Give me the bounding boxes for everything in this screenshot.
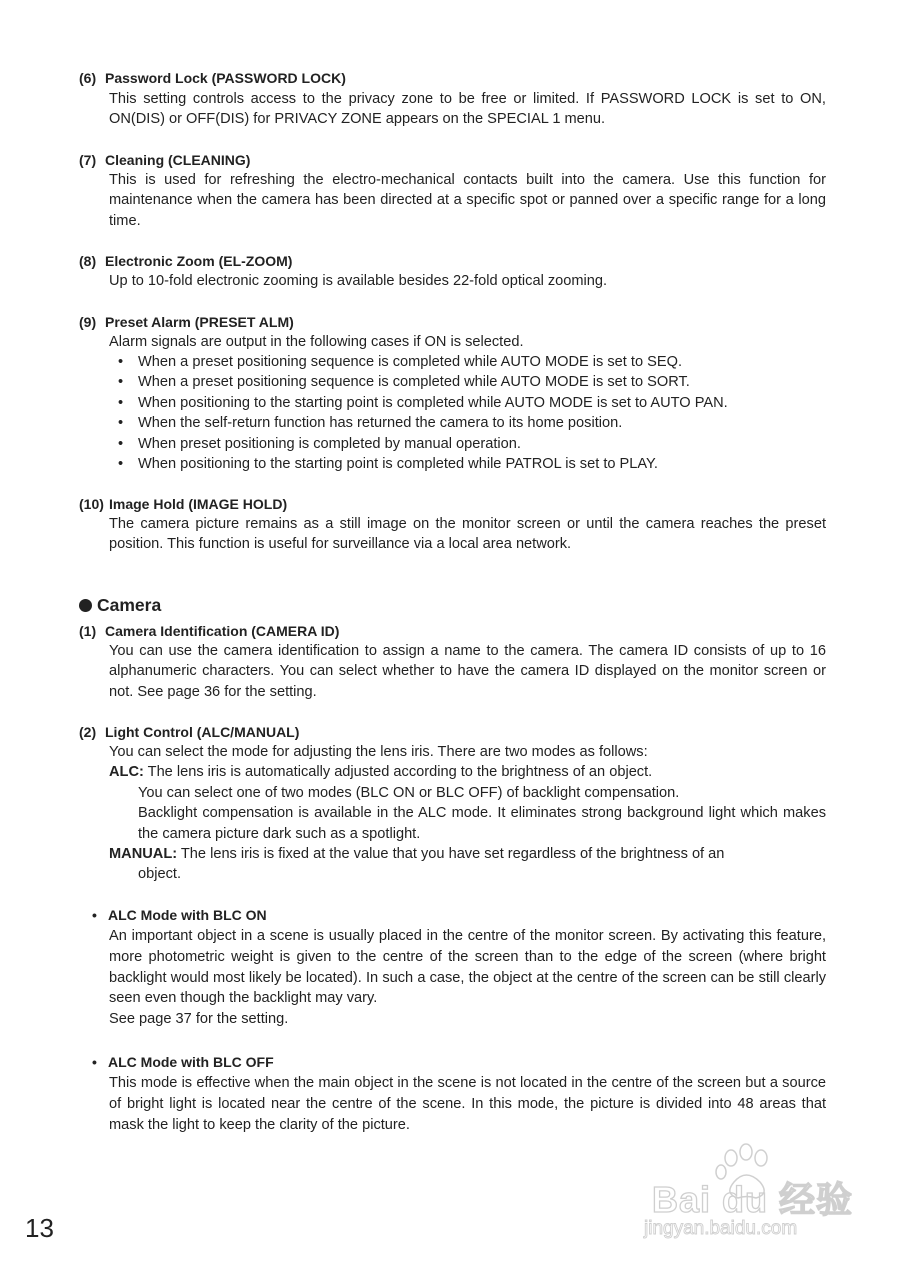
item-heading-camera-id [79, 621, 339, 641]
item-title: Electronic Zoom (EL-ZOOM) [105, 253, 293, 269]
item-heading-image-hold [79, 494, 287, 514]
item-text: This setting controls access to the privacy zone to be free or limited. If PASSWORD LOCK is set to ON, ON(DIS) or OFF(DIS) for PRIVACY ZONE appears on the SPECIAL 1 menu. [109, 91, 826, 128]
item-title: Preset Alarm (PRESET ALM) [105, 314, 294, 330]
watermark-brand: Bai du 经验 [652, 1179, 854, 1220]
paragraph: See page 37 for the setting. [109, 1011, 289, 1028]
subheading-title: ALC Mode with BLC ON [108, 907, 267, 923]
item-text: You can use the camera identification to assign a name to the camera. The camera ID consists of up to 16 alphanumeric characters. You can select whether to have the camera ID displayed on the monitor screen or not. See page 36 for the setting. [109, 643, 826, 700]
bullet-icon: • [92, 907, 97, 923]
list-item: • When a preset positioning sequence is completed while AUTO MODE is set to SORT. [118, 372, 818, 392]
blc-on-text [109, 926, 826, 1030]
item-text: Up to 10-fold electronic zooming is available besides 22-fold optical zooming. [109, 273, 608, 289]
paragraph: An important object in a scene is usually placed in the centre of the monitor screen. By activating this feature, more photometric weight is given to the centre of the screen than to the edge of the screen (where bright backlight would most likely be located). In such a case, the object at the centre of the screen can be still clearly seen even though the backlight may vary. [109, 928, 826, 1007]
item-number: (7) [79, 152, 97, 168]
alc-text: The lens iris is automatically adjusted according to the brightness of an object. [143, 764, 653, 781]
light-control-body [109, 742, 826, 885]
page-number: 13 [25, 1213, 54, 1243]
item-title: Cleaning (CLEANING) [105, 152, 251, 168]
item-title: Camera Identification (CAMERA ID) [105, 623, 340, 639]
subheading-blc-off [92, 1052, 274, 1072]
item-text: Alarm signals are output in the following cases if ON is selected. [109, 334, 524, 350]
manual-text: The lens iris is fixed at the value that you have set regardless of the brightness of an [177, 846, 725, 863]
subheading-title: ALC Mode with BLC OFF [108, 1054, 274, 1070]
item-heading-preset-alarm [79, 312, 294, 332]
item-number: (8) [79, 253, 97, 269]
alc-line-2: You can select one of two modes (BLC ON or BLC OFF) of backlight compensation. [138, 784, 680, 801]
manual-description [109, 844, 826, 864]
manual-label: MANUAL: [109, 846, 178, 863]
bullet-icon: • [92, 1054, 97, 1070]
item-title: Image Hold (IMAGE HOLD) [109, 496, 288, 512]
item-number: (6) [79, 70, 97, 86]
item-text: This is used for refreshing the electro-mechanical contacts built into the camera. Use this function for maintenance when the camera has been directed at a specific spot or panned over a specific range for a long time. [109, 172, 826, 229]
blc-off-text: This mode is effective when the main object in the scene is not located in the centre of the screen but a source of bright light is located near the centre of the scene. In this mode, the picture is divided into 48 areas that mask the light to keep the clarity of the picture. [109, 1075, 826, 1133]
baidu-watermark [636, 1140, 856, 1250]
item-number: (2) [79, 724, 97, 740]
item-title: Password Lock (PASSWORD LOCK) [105, 70, 346, 86]
manual-line-2: object. [138, 866, 181, 883]
item-text: The camera picture remains as a still image on the monitor screen or until the camera reaches the preset position. This function is useful for surveillance via a local area network. [109, 516, 826, 553]
list-item: • When preset positioning is completed by manual operation. [118, 434, 818, 454]
bullet-dot-icon [79, 599, 92, 612]
section-title-text: Camera [97, 595, 162, 615]
list-item: • When a preset positioning sequence is completed while AUTO MODE is set to SEQ. [118, 352, 818, 372]
item-number: (1) [79, 623, 97, 639]
list-item: • When the self-return function has returned the camera to its home position. [118, 413, 818, 433]
item-heading-light-control [79, 722, 299, 742]
item-title: Light Control (ALC/MANUAL) [105, 724, 300, 740]
item-number: (9) [79, 314, 97, 330]
item-heading-cleaning [79, 150, 250, 170]
alc-line-3: Backlight compensation is available in the ALC mode. It eliminates strong background light which makes the camera picture dark such as a spotlight. [138, 805, 826, 842]
subheading-blc-on [92, 905, 267, 925]
alc-description [109, 762, 826, 782]
watermark-url: jingyan.baidu.com [644, 1218, 798, 1239]
list-item: • When positioning to the starting point is completed while AUTO MODE is set to AUTO PAN. [118, 393, 818, 413]
item-text: You can select the mode for adjusting the lens iris. There are two modes as follows: [109, 744, 648, 760]
alc-label: ALC: [109, 764, 144, 781]
preset-alarm-list [118, 352, 818, 474]
list-item: • When positioning to the starting point is completed while PATROL is set to PLAY. [118, 454, 818, 474]
section-title-camera [79, 594, 161, 616]
item-heading-electronic-zoom [79, 251, 292, 271]
item-number: (10) [79, 496, 104, 512]
item-heading-password-lock [79, 68, 346, 88]
